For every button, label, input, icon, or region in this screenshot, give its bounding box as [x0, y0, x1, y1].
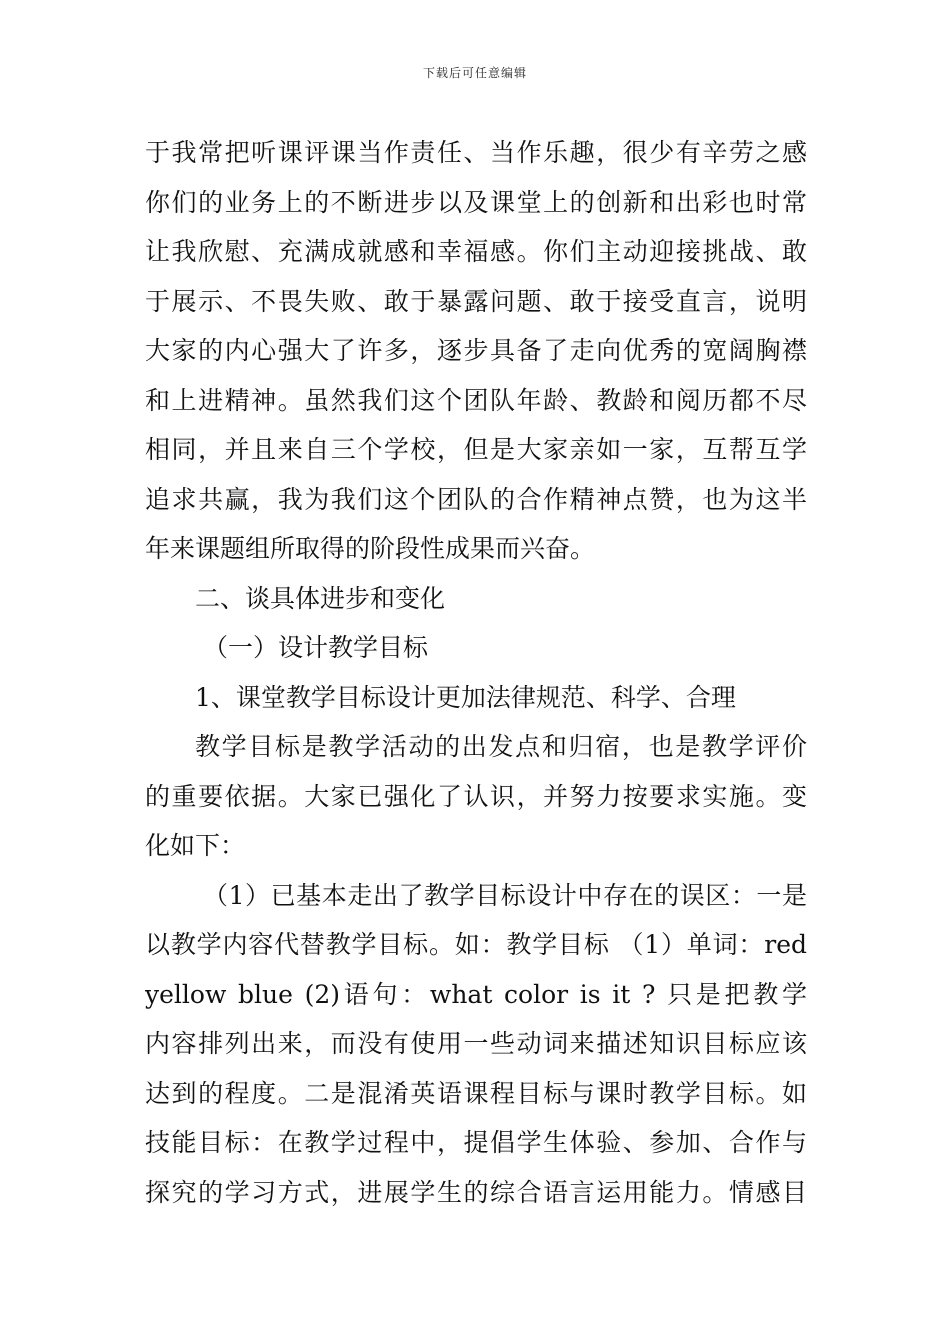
text-line: yellow blue (2)语句：what color is it ? 只是把教学 [145, 979, 807, 1009]
section-heading: 二、谈具体进步和变化 [195, 583, 446, 613]
text-line: 化如下： [145, 831, 246, 860]
text-line: 于我常把听课评课当作责任、当作乐趣，很少有辛劳之感 [145, 138, 807, 167]
text-line: 技能目标：在教学过程中，提倡学生体验、参加、合作与 [145, 1128, 807, 1157]
text-line: 你们的业务上的不断进步以及课堂上的创新和出彩也时常 [145, 187, 807, 217]
text-line: 以教学内容代替教学目标。如：教学目标 （1）单词：red [145, 930, 807, 959]
text-line: 大家的内心强大了许多，逐步具备了走向优秀的宽阔胸襟 [145, 336, 807, 365]
text-line: 追求共赢，我为我们这个团队的合作精神点赞，也为这半 [145, 484, 807, 514]
item-heading: 1、课堂教学目标设计更加法律规范、科学、合理 [195, 682, 736, 712]
text-line: 教学目标是教学活动的出发点和归宿，也是教学评价 [195, 732, 807, 761]
text-line: 相同，并且来自三个学校，但是大家亲如一家，互帮互学 [145, 435, 807, 464]
text-line: 内容排列出来，而没有使用一些动词来描述知识目标应该 [145, 1029, 807, 1058]
subsection-heading: （一）设计教学目标 [203, 633, 429, 662]
text-line: 和上进精神。虽然我们这个团队年龄、教龄和阅历都不尽 [145, 385, 807, 415]
document-body [145, 128, 807, 1217]
text-line: 让我欣慰、充满成就感和幸福感。你们主动迎接挑战、敢 [145, 237, 807, 266]
text-line: （1）已基本走出了教学目标设计中存在的误区：一是 [203, 880, 807, 910]
text-line: 探究的学习方式，进展学生的综合语言运用能力。情感目 [145, 1177, 807, 1207]
text-line: 达到的程度。二是混淆英语课程目标与课时教学目标。如 [145, 1078, 807, 1108]
text-line: 年来课题组所取得的阶段性成果而兴奋。 [145, 534, 596, 563]
page-header: 下载后可任意编辑 [422, 66, 527, 80]
text-line: 的重要依据。大家已强化了认识，并努力按要求实施。变 [145, 781, 807, 811]
text-line: 于展示、不畏失败、敢于暴露问题、敢于接受直言，说明 [145, 286, 807, 316]
